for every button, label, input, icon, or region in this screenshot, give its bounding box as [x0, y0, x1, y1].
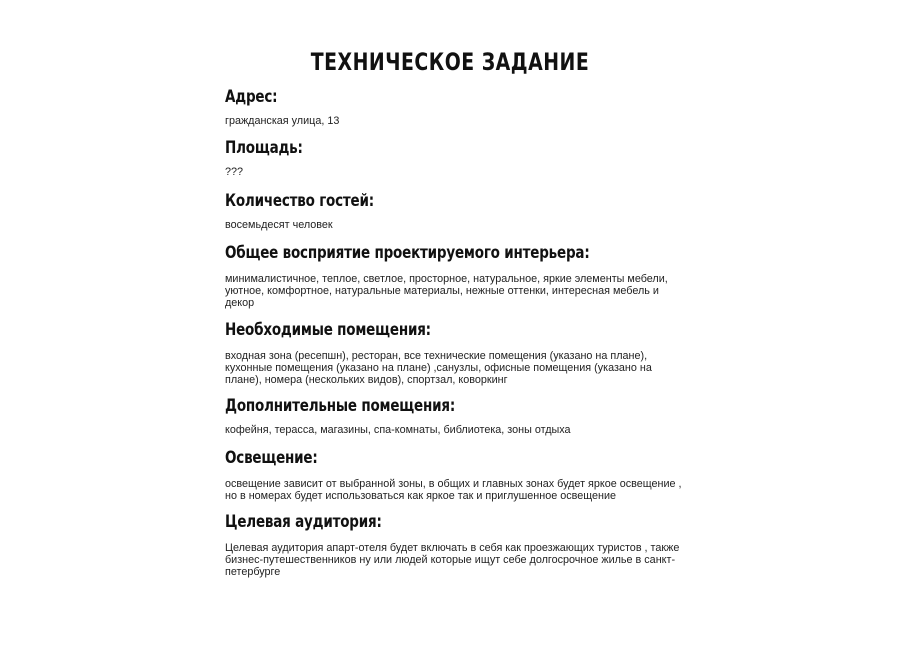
target-audience-heading: Целевая аудитория:	[225, 510, 382, 531]
address-value: гражданская улица, 13	[225, 115, 340, 127]
required-rooms-text: входная зона (ресепшн), ресторан, все технические помещения (указано на плане), кухонные помещения (указано на плане) ,санузлы, офисные помещения (указано на плане), номера (нескольких видов), спортзал, коворкинг	[225, 349, 652, 387]
guests-value: восемьдесят человек	[225, 218, 333, 231]
required-rooms-heading: Необходимые помещения:	[225, 318, 431, 340]
address-heading: Адрес:	[225, 85, 278, 107]
target-audience-text: Целевая аудитория апарт-отеля будет включать в себя как проезжающих туристов , также бизнес-путешественников ну или людей которые ищут себе долгосрочное жилье в санкт-петербурге	[225, 541, 680, 579]
area-heading: Площадь:	[225, 136, 303, 158]
lighting-heading: Освещение:	[225, 446, 318, 468]
document-body	[225, 86, 685, 578]
interior-perception-text: минималистичное, теплое, светлое, просторное, натуральное, яркие элементы мебели, уютное, комфортное, натуральные материалы, нежные оттенки, интересная мебель и декор	[225, 272, 668, 310]
interior-perception-heading: Общее восприятие проектируемого интерьера:	[225, 241, 590, 263]
area-value: ???	[225, 166, 244, 179]
additional-rooms-text: кофейня, терасса, магазины, спа-комнаты, библиотека, зоны отдыха	[225, 423, 571, 436]
additional-rooms-heading: Дополнительные помещения:	[225, 394, 456, 416]
page-title: ТЕХНИЧЕСКОЕ ЗАДАНИЕ	[310, 48, 590, 76]
lighting-text: освещение зависит от выбранной зоны, в общих и главных зонах будет яркое освещение , но в номерах будет использоваться как яркое так и приглушенное освещение	[225, 477, 682, 503]
guests-heading: Количество гостей:	[225, 189, 374, 210]
